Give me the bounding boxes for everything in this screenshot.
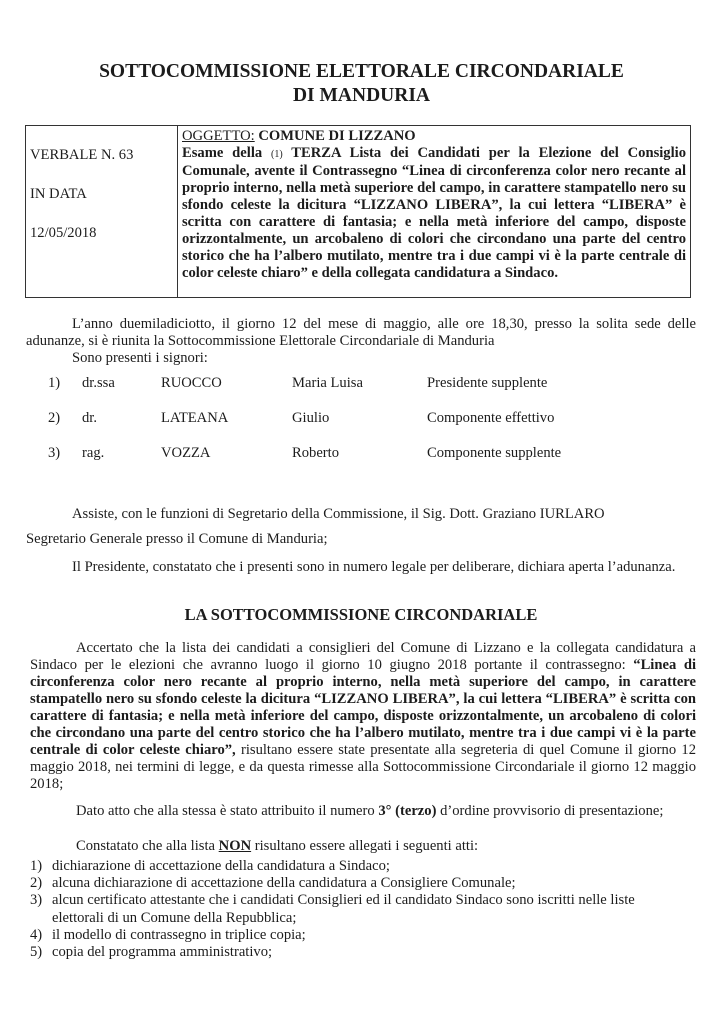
oggetto-line	[182, 128, 686, 145]
member-last-name: LATEANA	[161, 410, 229, 426]
non-emphasis: NON	[218, 838, 252, 854]
accertato-tail: risultano essere state presentate alla segreteria di quel Comune il giorno 12 maggio 2018, nei termini di legge, e da questa rimesse alla Sottocommissione Circondariale il giorno 12 maggio 2018;	[30, 742, 696, 792]
member-first-name: Roberto	[292, 445, 340, 461]
member-role: Presidente supplente	[427, 375, 548, 391]
header-left-cell	[26, 126, 178, 298]
verbale-number: VERBALE N. 63	[30, 147, 134, 163]
member-row: 2) dr. LATEANA Giulio Componente effettivo	[48, 410, 555, 426]
verbale-date: 12/05/2018	[30, 225, 97, 241]
presidente-paragraph: Il Presidente, constatato che i presenti sono in numero legale per deliberare, dichiara aperta l’adunanza.	[72, 559, 676, 575]
list-item: 4) il modello di contrassegno in triplice copia;	[30, 926, 306, 943]
esame-prefix: Esame della	[182, 145, 263, 161]
accertato-contrassegno: “Linea di circonferenza color nero recante al proprio interno, nella metà superiore del campo, in carattere stampatello nero su sfondo celeste la dicitura “LIZZANO LIBERA”, la cui lettera “LIBERA” è scritta con carattere di fantasia; e nella metà inferiore del campo, disposte orizzontalmente, un arcobaleno di colori che circondano una parte del centro storico che ha l’albero mutilato, mentre tra i due campi vi è la parte centrale di color celeste chiaro”,	[30, 657, 697, 758]
dato-atto-paragraph: Dato atto che alla stessa è stato attribuito il numero 3° (terzo) d’ordine provvisorio di presentazione;	[76, 803, 664, 819]
accertato-paragraph	[30, 640, 696, 793]
header-right-cell	[178, 126, 691, 298]
numero-ordine: 3° (terzo)	[378, 803, 437, 819]
footnote-ref: (1)	[271, 149, 283, 160]
member-last-name: VOZZA	[161, 445, 211, 461]
assiste-line-1: Assiste, con le funzioni di Segretario della Commissione, il Sig. Dott. Graziano IURLARO	[72, 506, 605, 522]
member-row: 1) dr.ssa RUOCCO Maria Luisa Presidente supplente	[48, 375, 548, 391]
intro-paragraph: L’anno duemiladiciotto, il giorno 12 del mese di maggio, alle ore 18,30, presso la solita sede delle adunanze, si è riunita la Sottocommissione Elettorale Circondariale di Manduria	[26, 316, 696, 349]
atti-list	[30, 858, 690, 961]
esame-body: TERZA Lista dei Candidati per la Elezione del Consiglio Comunale, avente il Contrassegno “Linea di circonferenza color nero recante al proprio interno, nella metà superiore del campo, in carattere stampatello nero su sfondo celeste la dicitura “LIZZANO LIBERA”, la cui lettera “LIBERA” è scritta con carattere di fantasia; e nella metà inferiore del campo, disposte orizzontalmente, un arcobaleno di colori che circondano una parte del centro storico che ha l’albero mutilato, mentre tra i due campi vi è la parte centrale di color celeste chiaro” e della collegata candidatura a Sindaco.	[182, 145, 687, 281]
member-role: Componente supplente	[427, 445, 562, 461]
list-item: 5) copia del programma amministrativo;	[30, 944, 273, 961]
list-item: 1) dichiarazione di accettazione della candidatura a Sindaco;	[30, 858, 390, 874]
assiste-line-2: Segretario Generale presso il Comune di Manduria;	[26, 531, 328, 547]
oggetto-description	[182, 145, 686, 282]
member-last-name: RUOCCO	[161, 375, 222, 391]
oggetto-value: COMUNE DI LIZZANO	[258, 128, 416, 144]
constatato-paragraph: Constatato che alla lista NON risultano essere allegati i seguenti atti:	[76, 838, 479, 854]
member-row: 3) rag. VOZZA Roberto Componente supplente	[48, 445, 562, 461]
accertato-intro: Accertato che la lista dei candidati a consiglieri del Comune di Lizzano e la collegata candidatura a Sindaco per le elezioni che avranno luogo il giorno 10 giugno 2018 portante il contrassegno:	[30, 640, 696, 673]
list-item: 3) alcun certificato attestante che i candidati Consiglieri ed il candidato Sindaco sono iscritti nelle liste elettorali di un Comune della Repubblica;	[30, 892, 635, 926]
title-line-1: SOTTOCOMMISSIONE ELETTORALE CIRCONDARIALE	[99, 61, 624, 82]
oggetto-label: OGGETTO:	[182, 128, 255, 144]
document-title	[40, 60, 683, 108]
header-table	[25, 125, 691, 298]
in-data-label: IN DATA	[30, 186, 87, 202]
list-item: 2) alcuna dichiarazione di accettazione della candidatura a Consigliere Comunale;	[30, 875, 516, 892]
member-first-name: Maria Luisa	[292, 375, 363, 391]
member-role: Componente effettivo	[427, 410, 555, 426]
title-line-2: DI MANDURIA	[292, 85, 431, 106]
presenti-line: Sono presenti i signori:	[72, 350, 208, 366]
member-first-name: Giulio	[292, 410, 330, 426]
members-list	[48, 375, 668, 480]
section-title: LA SOTTOCOMMISSIONE CIRCONDARIALE	[184, 605, 538, 624]
